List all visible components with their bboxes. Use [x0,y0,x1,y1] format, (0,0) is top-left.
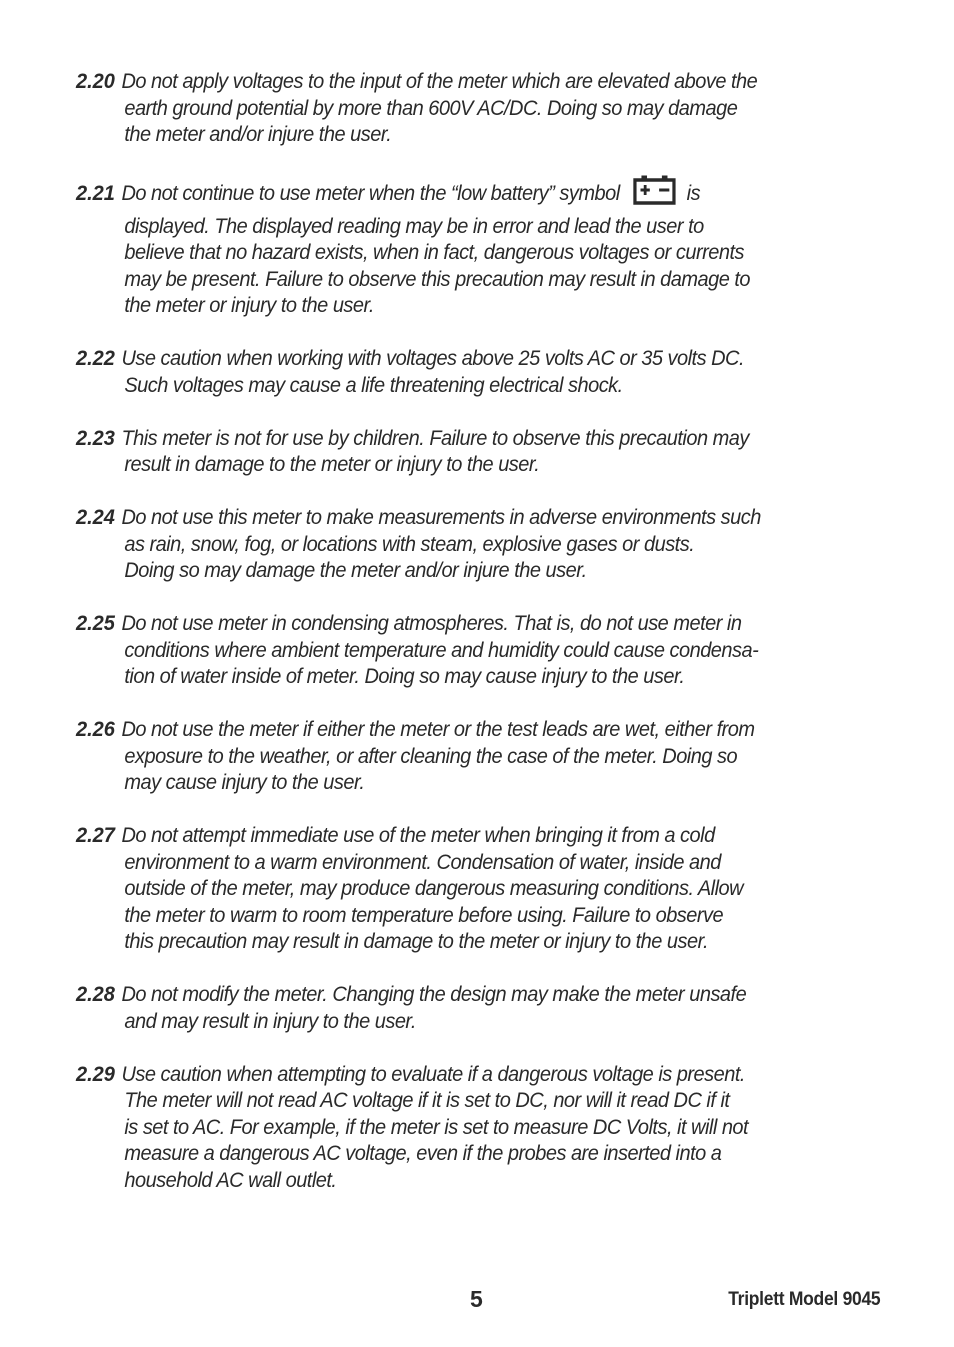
item-number: 2.22 [76,346,115,370]
item-number: 2.23 [76,425,115,450]
precaution-item-2-21 [76,174,936,319]
item-text: This meter is not for use by children. Failure to observe this precaution may result in damage to the meter or injury to the user. [121,425,749,476]
item-text: Do not apply voltages to the input of the meter which are elevated above the earth ground potential by more than 600V AC/DC. Doing so may damage the meter and/or injure the user. [121,69,758,146]
item-text: Use caution when working with voltages above 25 volts AC or 35 volts DC. Such voltages may cause a life threatening electrical shock. [121,346,745,397]
precaution-item-2-23 [76,425,936,478]
item-number: 2.27 [76,823,115,847]
precaution-item-2-25 [76,610,936,690]
item-text: Do not use the meter if either the meter or the test leads are wet, either from exposure to the weather, or after cleaning the case of the meter. Doing so may cause injury to the user. [121,717,755,794]
precaution-item-2-28 [76,981,936,1034]
item-number: 2.25 [76,611,115,635]
item-number: 2.28 [76,982,115,1006]
item-number: 2.26 [76,717,115,741]
page-number: 5 [470,1286,483,1312]
precaution-item-2-24 [76,504,936,584]
low-battery-icon [633,174,676,213]
item-text: Do not use meter in condensing atmospheres. That is, do not use meter in conditions where ambient temperature and humidity could cause condensa- tion of water inside of meter. Doing so may cause injury to the user. [121,611,759,688]
precaution-item-2-26 [76,716,936,796]
precaution-item-2-20 [76,68,936,148]
item-text: Do not attempt immediate use of the meter when bringing it from a cold environment to a warm environment. Condensation of water, inside and outside of the meter, may produce dangerous measuring conditions. Allow the meter to warm to room temperature before using. Failure to observe this precaution may result in damage to the meter or injury to the user. [121,823,744,953]
item-number: 2.29 [76,1061,115,1086]
model-name: Triplett Model 9045 [727,1289,880,1310]
item-text: Use caution when attempting to evaluate if a dangerous voltage is present. The meter will not read AC voltage if it is set to DC, nor will it read DC if it is set to AC. For example, if the meter is set to measure DC Volts, it will not measure a dangerous AC voltage, even if the probes are inserted into a household AC wall outlet. [121,1061,749,1192]
precaution-item-2-29 [76,1061,936,1194]
precaution-item-2-22 [76,345,936,398]
item-text-after-icon: is displayed. The displayed reading may be in error and lead the user to believe that no hazard exists, when in fact, dangerous voltages or currents may be present. Failure to observe this precaution may result in damage to the meter or injury to the user. [124,181,751,317]
item-number: 2.24 [76,505,115,529]
item-text-before-icon: Do not continue to use meter when the “low battery” symbol [121,181,620,205]
item-number: 2.20 [76,69,115,93]
item-text: Do not modify the meter. Changing the design may make the meter unsafe and may result in injury to the user. [121,982,747,1033]
item-text: Do not use this meter to make measurements in adverse environments such as rain, snow, fog, or locations with steam, explosive gases or dusts. Doing so may damage the meter and/or injure the user. [121,505,761,582]
safety-precautions-list [76,68,888,1220]
precaution-item-2-27 [76,822,936,955]
item-number: 2.21 [76,181,115,205]
